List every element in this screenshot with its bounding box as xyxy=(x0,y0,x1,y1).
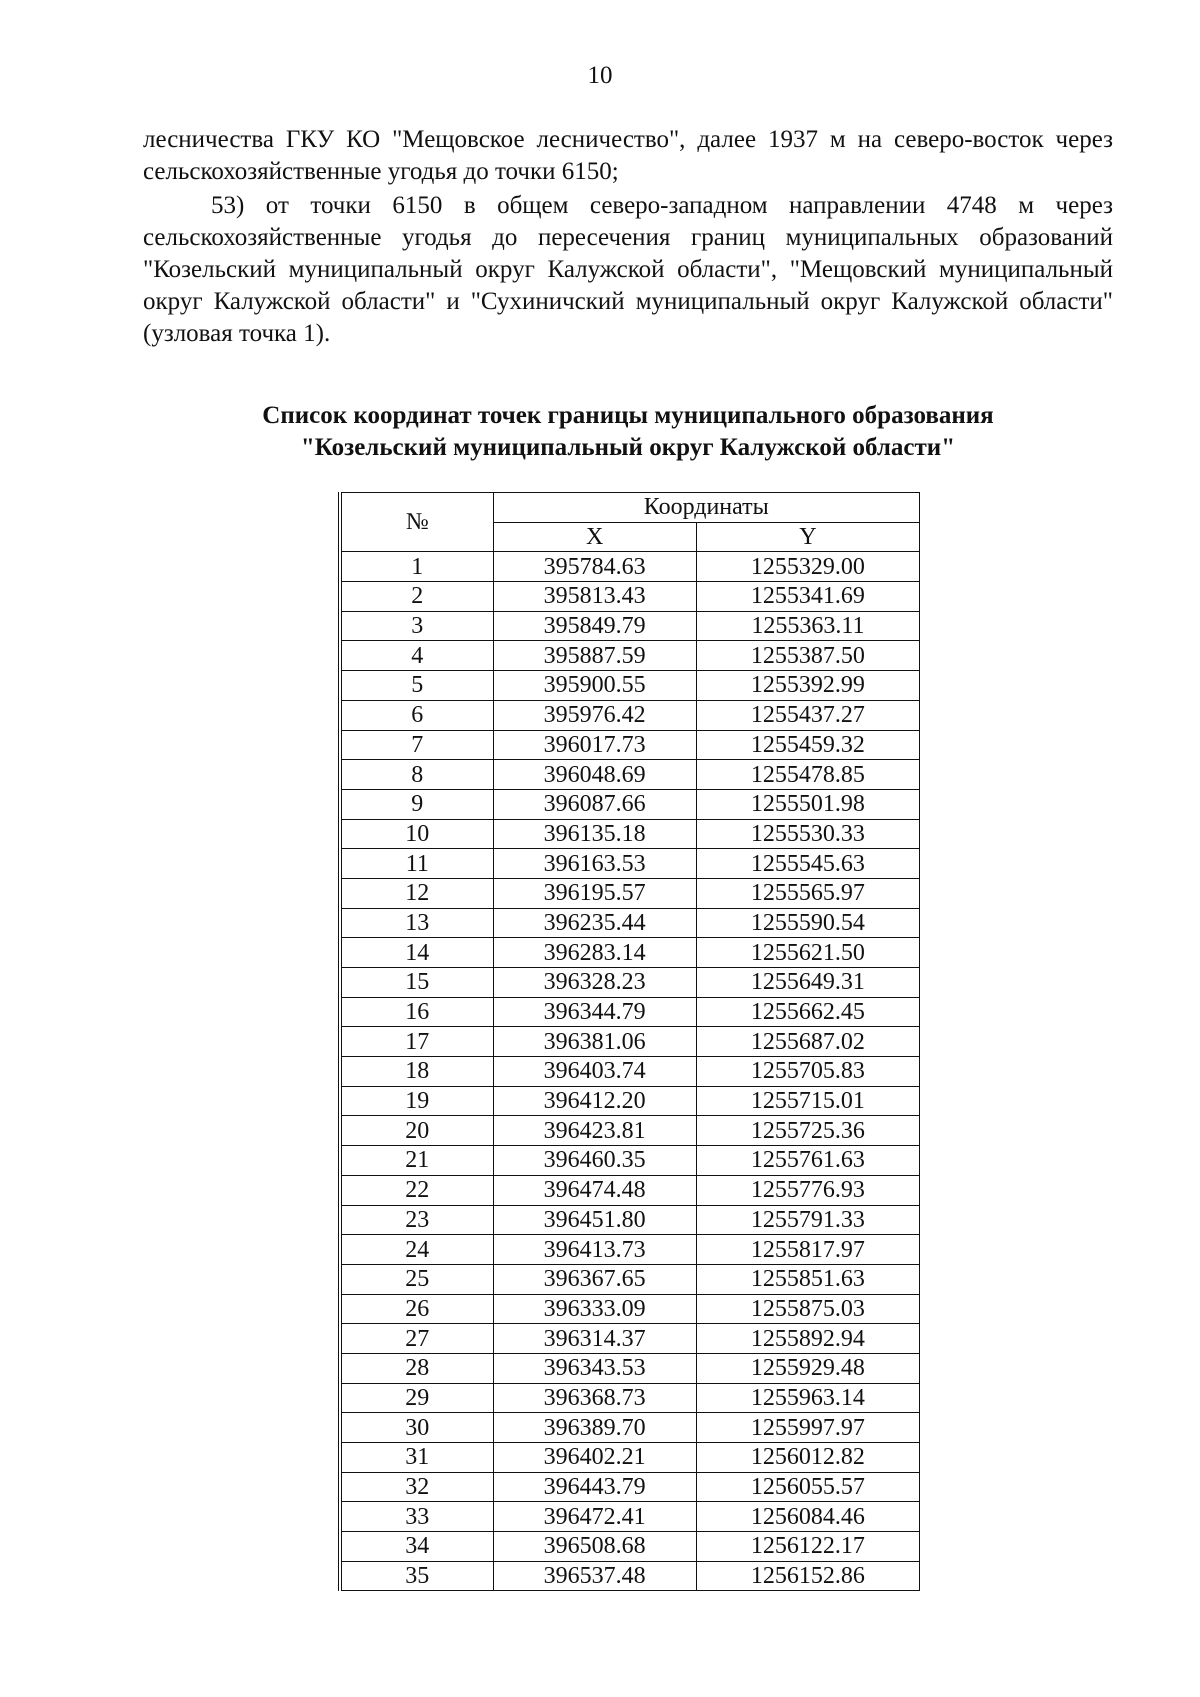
table-row xyxy=(340,1561,920,1591)
cell-y: 1255761.63 xyxy=(696,1146,919,1176)
cell-x: 395849.79 xyxy=(493,611,696,641)
table-row xyxy=(340,671,920,701)
paragraph-continuation: лесничества ГКУ КО "Мещовское лесничество", далее 1937 м на северо-восток через сельскохозяйственные угодья до точки 6150; xyxy=(143,126,1113,185)
cell-y: 1255875.03 xyxy=(696,1294,919,1324)
cell-x: 396314.37 xyxy=(493,1324,696,1354)
table-row xyxy=(340,1413,920,1443)
cell-y: 1255997.97 xyxy=(696,1413,919,1443)
table-row xyxy=(340,552,920,582)
cell-number: 11 xyxy=(340,849,493,879)
table-row xyxy=(340,789,920,819)
cell-y: 1256055.57 xyxy=(696,1472,919,1502)
table-row xyxy=(340,849,920,879)
cell-y: 1255776.93 xyxy=(696,1175,919,1205)
cell-x: 396403.74 xyxy=(493,1057,696,1087)
table-row xyxy=(340,611,920,641)
cell-number: 14 xyxy=(340,938,493,968)
table-row xyxy=(340,1532,920,1562)
cell-number: 5 xyxy=(340,671,493,701)
table-row xyxy=(340,997,920,1027)
cell-x: 395784.63 xyxy=(493,552,696,582)
cell-x: 396402.21 xyxy=(493,1443,696,1473)
table-header-row xyxy=(340,493,920,523)
header-coordinates: Координаты xyxy=(493,493,919,523)
cell-y: 1255621.50 xyxy=(696,938,919,968)
cell-y: 1255725.36 xyxy=(696,1116,919,1146)
cell-number: 27 xyxy=(340,1324,493,1354)
cell-number: 21 xyxy=(340,1146,493,1176)
cell-x: 396451.80 xyxy=(493,1205,696,1235)
cell-y: 1255892.94 xyxy=(696,1324,919,1354)
table-row xyxy=(340,700,920,730)
cell-x: 396412.20 xyxy=(493,1086,696,1116)
cell-x: 396472.41 xyxy=(493,1502,696,1532)
cell-number: 10 xyxy=(340,819,493,849)
cell-y: 1255565.97 xyxy=(696,878,919,908)
cell-x: 396367.65 xyxy=(493,1264,696,1294)
cell-x: 396283.14 xyxy=(493,938,696,968)
cell-x: 396368.73 xyxy=(493,1383,696,1413)
cell-x: 396423.81 xyxy=(493,1116,696,1146)
table-row xyxy=(340,1235,920,1265)
cell-y: 1255501.98 xyxy=(696,789,919,819)
cell-y: 1255715.01 xyxy=(696,1086,919,1116)
cell-x: 396460.35 xyxy=(493,1146,696,1176)
cell-x: 396344.79 xyxy=(493,997,696,1027)
cell-x: 396087.66 xyxy=(493,789,696,819)
cell-number: 18 xyxy=(340,1057,493,1087)
cell-y: 1256152.86 xyxy=(696,1561,919,1591)
cell-number: 26 xyxy=(340,1294,493,1324)
cell-x: 395813.43 xyxy=(493,582,696,612)
table-row xyxy=(340,1175,920,1205)
cell-number: 32 xyxy=(340,1472,493,1502)
cell-number: 12 xyxy=(340,878,493,908)
cell-number: 19 xyxy=(340,1086,493,1116)
table-title xyxy=(143,400,1113,464)
cell-y: 1255649.31 xyxy=(696,968,919,998)
cell-number: 15 xyxy=(340,968,493,998)
table-row xyxy=(340,1353,920,1383)
cell-y: 1255341.69 xyxy=(696,582,919,612)
cell-y: 1255387.50 xyxy=(696,641,919,671)
table-row xyxy=(340,760,920,790)
cell-number: 23 xyxy=(340,1205,493,1235)
paragraph-item-53: 53) от точки 6150 в общем северо-западном направлении 4748 м через сельскохозяйственные угодья до пересечения границ муниципальных образований "Козельский муниципальный округ Калужской области", "Мещовский муниципальный округ Калужской области" и "Сухиничский муниципальный округ Калужской области" (узловая точка 1). xyxy=(143,192,1113,347)
cell-number: 35 xyxy=(340,1561,493,1591)
table-row xyxy=(340,1264,920,1294)
table-row xyxy=(340,1443,920,1473)
cell-y: 1255478.85 xyxy=(696,760,919,790)
cell-x: 396048.69 xyxy=(493,760,696,790)
cell-number: 1 xyxy=(340,552,493,582)
cell-number: 17 xyxy=(340,1027,493,1057)
cell-x: 395900.55 xyxy=(493,671,696,701)
table-row xyxy=(340,1057,920,1087)
cell-x: 396343.53 xyxy=(493,1353,696,1383)
cell-number: 24 xyxy=(340,1235,493,1265)
cell-y: 1255363.11 xyxy=(696,611,919,641)
cell-number: 22 xyxy=(340,1175,493,1205)
cell-number: 4 xyxy=(340,641,493,671)
table-row xyxy=(340,968,920,998)
table-row xyxy=(340,1294,920,1324)
cell-x: 396135.18 xyxy=(493,819,696,849)
cell-number: 16 xyxy=(340,997,493,1027)
table-row xyxy=(340,1205,920,1235)
table-row xyxy=(340,1146,920,1176)
body-text xyxy=(143,124,1113,350)
cell-number: 8 xyxy=(340,760,493,790)
coordinates-table xyxy=(338,492,920,1591)
cell-number: 25 xyxy=(340,1264,493,1294)
table-row xyxy=(340,1502,920,1532)
cell-x: 396017.73 xyxy=(493,730,696,760)
cell-number: 30 xyxy=(340,1413,493,1443)
page-number: 10 xyxy=(587,62,613,89)
cell-y: 1255817.97 xyxy=(696,1235,919,1265)
cell-number: 6 xyxy=(340,700,493,730)
cell-y: 1255590.54 xyxy=(696,908,919,938)
cell-y: 1256012.82 xyxy=(696,1443,919,1473)
cell-y: 1255687.02 xyxy=(696,1027,919,1057)
cell-x: 396474.48 xyxy=(493,1175,696,1205)
table-row xyxy=(340,908,920,938)
cell-number: 13 xyxy=(340,908,493,938)
table-row xyxy=(340,641,920,671)
table-row xyxy=(340,1086,920,1116)
table-row xyxy=(340,582,920,612)
cell-y: 1255329.00 xyxy=(696,552,919,582)
cell-y: 1255530.33 xyxy=(696,819,919,849)
cell-x: 395887.59 xyxy=(493,641,696,671)
cell-number: 3 xyxy=(340,611,493,641)
header-number: № xyxy=(340,493,493,552)
cell-x: 396328.23 xyxy=(493,968,696,998)
cell-x: 395976.42 xyxy=(493,700,696,730)
cell-number: 34 xyxy=(340,1532,493,1562)
cell-x: 396508.68 xyxy=(493,1532,696,1562)
header-y: Y xyxy=(696,522,919,552)
cell-number: 7 xyxy=(340,730,493,760)
cell-x: 396381.06 xyxy=(493,1027,696,1057)
cell-number: 9 xyxy=(340,789,493,819)
cell-y: 1255545.63 xyxy=(696,849,919,879)
cell-y: 1255791.33 xyxy=(696,1205,919,1235)
cell-y: 1256122.17 xyxy=(696,1532,919,1562)
table-row xyxy=(340,819,920,849)
cell-y: 1255437.27 xyxy=(696,700,919,730)
cell-number: 33 xyxy=(340,1502,493,1532)
table-row xyxy=(340,730,920,760)
cell-number: 29 xyxy=(340,1383,493,1413)
table-row xyxy=(340,1383,920,1413)
cell-number: 28 xyxy=(340,1353,493,1383)
table-title-line-1: Список координат точек границы муниципального образования xyxy=(262,402,994,429)
cell-y: 1255459.32 xyxy=(696,730,919,760)
cell-number: 20 xyxy=(340,1116,493,1146)
table-row xyxy=(340,1027,920,1057)
header-x: X xyxy=(493,522,696,552)
table-row xyxy=(340,1324,920,1354)
cell-y: 1256084.46 xyxy=(696,1502,919,1532)
cell-x: 396333.09 xyxy=(493,1294,696,1324)
cell-x: 396389.70 xyxy=(493,1413,696,1443)
table-row xyxy=(340,1472,920,1502)
cell-x: 396235.44 xyxy=(493,908,696,938)
cell-x: 396163.53 xyxy=(493,849,696,879)
cell-y: 1255929.48 xyxy=(696,1353,919,1383)
table-row xyxy=(340,938,920,968)
cell-number: 2 xyxy=(340,582,493,612)
cell-x: 396413.73 xyxy=(493,1235,696,1265)
cell-y: 1255705.83 xyxy=(696,1057,919,1087)
table-row xyxy=(340,1116,920,1146)
table-row xyxy=(340,878,920,908)
cell-y: 1255662.45 xyxy=(696,997,919,1027)
table-title-line-2: "Козельский муниципальный округ Калужской области" xyxy=(300,434,956,461)
cell-y: 1255851.63 xyxy=(696,1264,919,1294)
coordinates-table-body xyxy=(340,552,920,1591)
cell-x: 396195.57 xyxy=(493,878,696,908)
cell-y: 1255392.99 xyxy=(696,671,919,701)
cell-x: 396443.79 xyxy=(493,1472,696,1502)
cell-x: 396537.48 xyxy=(493,1561,696,1591)
cell-number: 31 xyxy=(340,1443,493,1473)
cell-y: 1255963.14 xyxy=(696,1383,919,1413)
